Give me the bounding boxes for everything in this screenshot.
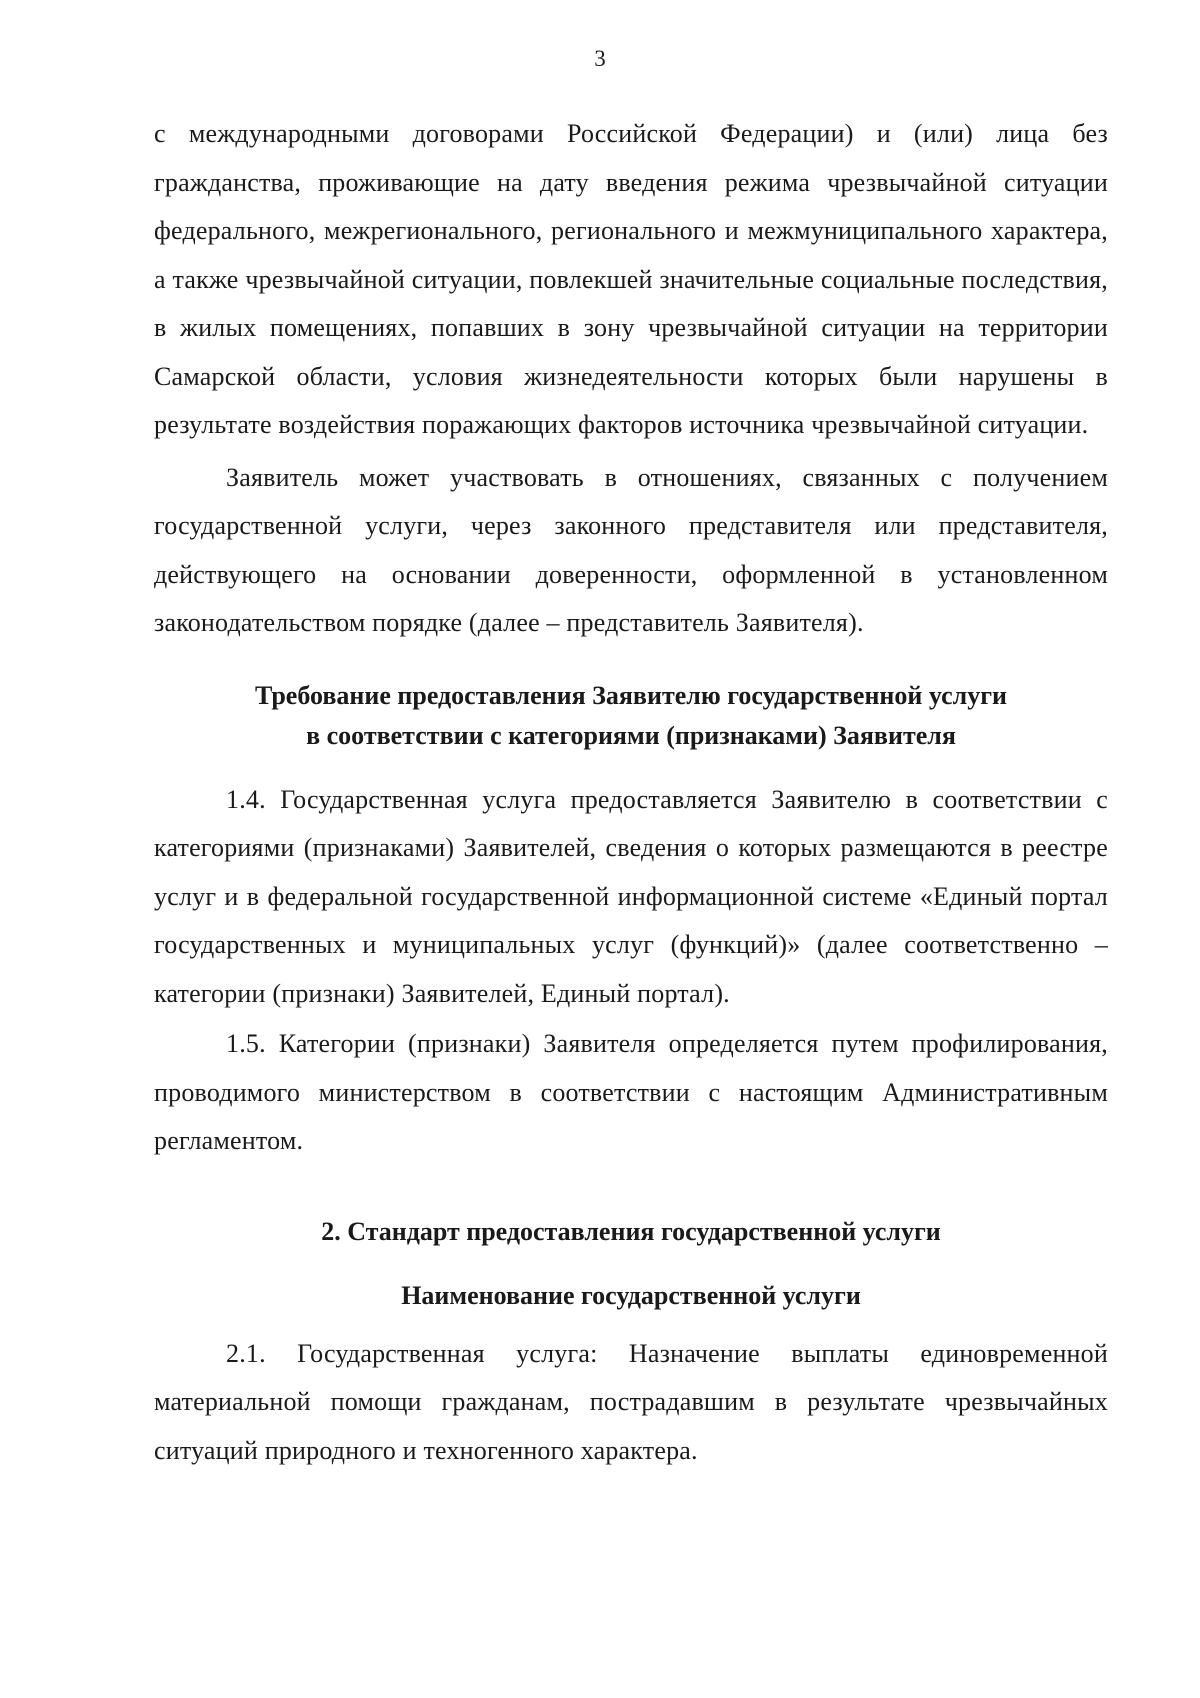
paragraph-applicant-representative: Заявитель может участвовать в отношениях, связанных с получением государственной услуги, через законного представителя или представителя, действующего на основании доверенности, оформленной в установленном законодательством порядке (далее – представитель Заявителя).	[154, 462, 1108, 637]
section-heading-requirement-line2: в соответствии с категориями (признаками) Заявителя	[306, 720, 956, 750]
paragraph-applicants-continued: с международными договорами Российской Федерации) и (или) лица без гражданства, проживающие на дату введения режима чрезвычайной ситуации федерального, межрегионального, регионального и межмуниципального характера, а также чрезвычайной ситуации, повлекшей значительные социальные последствия, в жилых помещениях, попавших в зону чрезвычайной ситуации на территории Самарской области, условия жизнедеятельности которых были нарушены в результате воздействия поражающих факторов источника чрезвычайной ситуации.	[154, 119, 1108, 439]
section-heading-standard: 2. Стандарт предоставления государственной услуги	[321, 1216, 941, 1246]
paragraph-1-5: 1.5. Категории (признаки) Заявителя определяется путем профилирования, проводимого министерством в соответствии с настоящим Административным регламентом.	[154, 1029, 1108, 1155]
subheading-service-name: Наименование государственной услуги	[401, 1280, 861, 1310]
paragraph-1-4: 1.4. Государственная услуга предоставляется Заявителю в соответствии с категориями (признаками) Заявителей, сведения о которых размещаются в реестре услуг и в федеральной государственной информационной системе «Единый портал государственных и муниципальных услуг (функций)» (далее соответственно – категории (признаки) Заявителей, Единый портал).	[154, 784, 1108, 1008]
section-heading-requirement	[154, 676, 1108, 756]
page-number: 3	[594, 46, 606, 71]
document-body	[154, 110, 1108, 1475]
paragraph-2-1: 2.1. Государственная услуга: Назначение выплаты единовременной материальной помощи гражданам, пострадавшим в результате чрезвычайных ситуаций природного и техногенного характера.	[154, 1338, 1108, 1465]
section-heading-requirement-line1: Требование предоставления Заявителю государственной услуги	[254, 680, 1008, 710]
